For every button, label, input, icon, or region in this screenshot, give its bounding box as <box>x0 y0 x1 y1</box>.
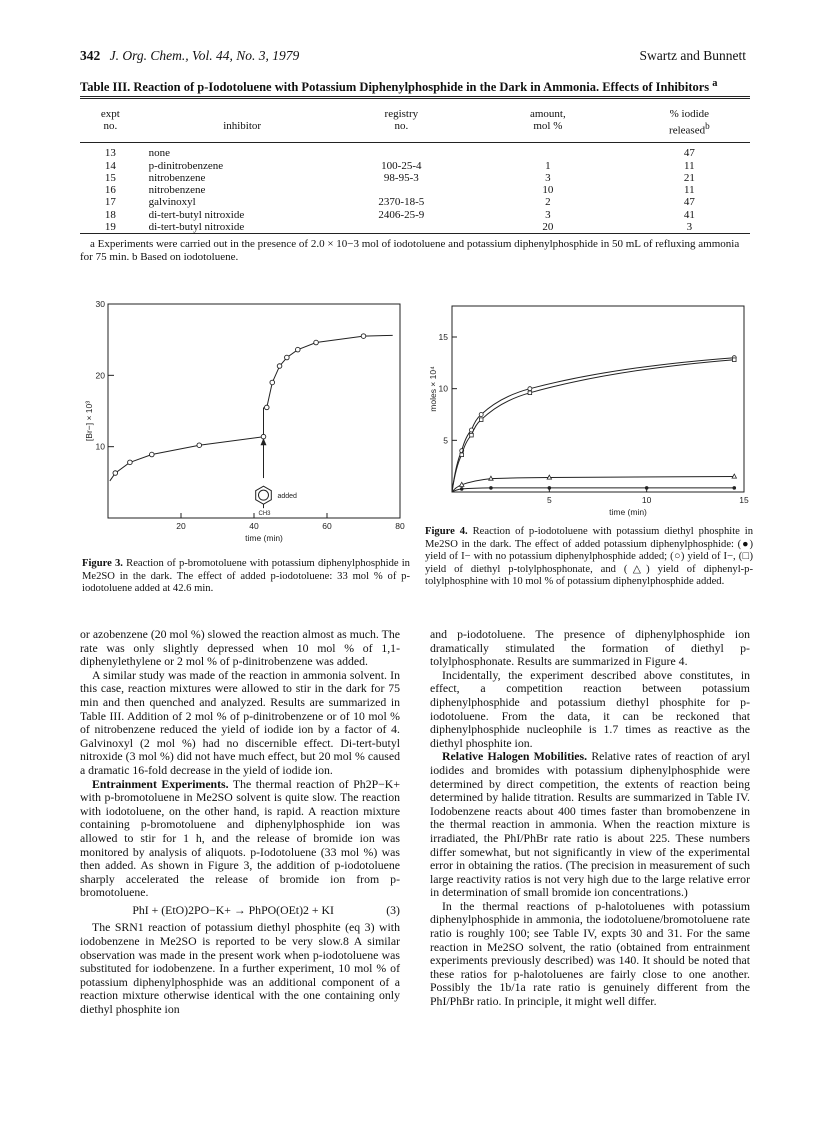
data-point <box>113 471 118 476</box>
x-tick-label: 20 <box>176 521 186 531</box>
paragraph: Entrainment Experiments. The thermal reaction of Ph2P−K+ with p-bromotoluene in Me2SO solvent is quite slow. The reaction with iodotoluene, on the other hand, is rapid. A reaction mixture containing p-bromotoluene and diphenylphosphide ion was allowed to stir for 1 h, and the release of bromide ion was monitored by analysis of aliquots. p-Iodotoluene (33 mol %) was then added. As shown in Figure 3, the addition of p-iodotoluene sharply accelerated the release of bromide ion from p-bromotoluene. <box>80 776 400 900</box>
table-row: 18 di-tert-butyl nitroxide 2406-25-9 3 41 <box>104 208 695 221</box>
x-axis-label: time (min) <box>245 533 283 543</box>
plot-frame <box>108 304 400 518</box>
curve-before-addition <box>110 437 264 481</box>
page-number: 342 <box>80 48 101 63</box>
data-point <box>277 364 282 369</box>
data-point <box>547 475 551 479</box>
figure-4-chart <box>422 292 756 524</box>
col-header-expt: expt no. <box>100 108 120 133</box>
data-point <box>314 340 319 345</box>
added-annotation: added <box>277 493 297 501</box>
table-rule-top <box>80 96 750 97</box>
y-tick-label: 30 <box>95 299 105 309</box>
ch3-label: CH3 <box>258 511 271 518</box>
section-heading-halogen: Relative Halogen Mobilities. <box>442 749 588 764</box>
data-point <box>361 334 366 339</box>
data-point <box>489 486 493 490</box>
arrow-head <box>260 438 266 445</box>
paragraph: or azobenzene (20 mol %) slowed the reaction almost as much. The rate was only slightly depressed when 10 mol % of 1,1-diphenylethylene or 2 mol % of p-dinitrobenzene was added. <box>80 627 400 669</box>
table-row: 15 nitrobenzene 98-95-3 3 21 <box>104 171 695 184</box>
x-tick-label: 60 <box>322 521 332 531</box>
data-point <box>285 355 290 360</box>
figure-3-chart <box>82 292 412 552</box>
figure-4-label: Figure 4. <box>425 526 468 537</box>
x-tick-label: 40 <box>249 521 259 531</box>
figure-4-caption <box>425 526 753 589</box>
table-rule-bottom <box>80 233 750 234</box>
data-point <box>460 482 464 486</box>
data-point <box>150 452 155 457</box>
equation-3: PhI + (EtO)2PO−K+ → PhPO(OEt)2 + KI (3) <box>132 902 400 917</box>
table-title <box>80 78 750 95</box>
data-point <box>197 443 202 448</box>
data-point <box>489 476 493 480</box>
y-tick-label: 5 <box>443 435 448 446</box>
data-point <box>528 387 532 391</box>
x-tick-label: 10 <box>641 495 652 505</box>
x-tick-label: 5 <box>546 495 552 505</box>
y-axis-label: moles × 10⁴ <box>428 366 438 412</box>
figure-3-label: Figure 3. <box>82 558 123 569</box>
paragraph: and p-iodotoluene. The presence of diphenylphosphide ion dramatically stimulated the formation of diethyl p-tolylphosphonate. Results are summarized in Figure 4. <box>430 627 750 669</box>
table-rule-top-2 <box>80 98 750 99</box>
x-tick-label: 15 <box>739 495 749 505</box>
data-point <box>528 391 532 395</box>
series-open-triangles-curve <box>452 477 734 493</box>
table-row: 13 none 47 <box>104 147 695 160</box>
figure-3 <box>82 292 412 552</box>
data-point <box>460 453 464 457</box>
series-open-squares-curve <box>452 360 734 492</box>
col-header-amount: amount, mol % <box>529 108 566 133</box>
paragraph: In the thermal reactions of p-halotoluenes with potassium diphenylphosphide in ammonia, the iodotoluene/bromotoluene rate ratio is roughly 100; see Table IV, expts 30 and 31. For the same reaction in Me2SO solvent, the ratio (obtained from entrainment experiments previously described) was 140. It should be noted that these ratios for p-halotoluenes are fairly close to one another. Possibly the 1b/1a rate ratio is genuinely different from the PhI/PhBr ratio. In principle, it might well differ. <box>430 898 750 1009</box>
paragraph: Incidentally, the experiment described above constitutes, in effect, a competition reaction between potassium diphenylphosphide and potassium diethyl phosphite for p-iodotoluene. From the data, it can be reckoned that diphenylphosphide nucleophile is 1.7 times as reactive as the diethyl phosphite ion. <box>430 667 750 750</box>
table-row: 16 nitrobenzene 10 11 <box>104 184 695 197</box>
y-axis-label: [Br−] × 10³ <box>84 400 94 442</box>
table-footnote: a Experiments were carried out in the presence of 2.0 × 10−3 mol of iodotoluene and potassium diphenylphosphide in 50 mL of refluxing ammonia for 75 min. b Based on iodotoluene. <box>80 238 740 263</box>
data-point <box>732 358 736 362</box>
col-header-inhibitor: inhibitor <box>223 120 262 133</box>
figure-3-caption-text: Reaction of p-bromotoluene with potassium diphenylphosphide in Me2SO in the dark. The effect of added p-iodotoluene: 33 mol % of p-iodotoluene added at 42.6 min. <box>82 558 410 595</box>
figure-4 <box>422 292 756 524</box>
equation-number: (3) <box>386 902 400 917</box>
data-point <box>645 486 649 490</box>
table-title-footnote-mark: a <box>712 78 718 89</box>
y-tick-label: 20 <box>95 370 105 381</box>
data-point <box>460 487 464 491</box>
data-point <box>732 486 736 490</box>
x-axis-label: time (min) <box>609 507 647 517</box>
table-row: 17 galvinoxyl 2370-18-5 2 47 <box>104 196 695 209</box>
running-header <box>80 48 299 64</box>
journal-citation: J. Org. Chem., Vol. 44, No. 3, 1979 <box>109 48 300 63</box>
x-tick-label: 80 <box>395 521 405 531</box>
data-point <box>479 418 483 422</box>
data-point <box>264 405 269 410</box>
y-tick-label: 10 <box>95 441 105 452</box>
figure-3-caption <box>82 558 410 596</box>
running-authors: Swartz and Bunnett <box>639 48 746 63</box>
data-point <box>270 380 275 385</box>
paragraph: A similar study was made of the reaction in ammonia solvent. In this case, reaction mixtures were allowed to stir in the dark for 75 min and then quenched and analyzed. Results are summarized in Table III. Addition of 2 mol % of p-dinitrobenzene or of 10 mol % of nitrobenzene reduced the yield of iodide ion by a factor of 4. Galvinoxyl (2 mol %) had no discernible effect. Di-tert-butyl nitroxide (3 mol %) did not have much effect, but 20 mol % caused a dramatic 16-fold decrease in the yield of iodide ion. <box>80 667 400 777</box>
body-left-column <box>80 628 400 1017</box>
aromatic-circle <box>258 490 268 500</box>
table-row: 14 p-dinitrobenzene 100-25-4 1 11 <box>104 159 695 172</box>
curve-after-addition <box>267 335 393 407</box>
data-point <box>548 486 552 490</box>
section-heading-entrainment: Entrainment Experiments. <box>92 776 229 791</box>
data-point <box>479 413 483 417</box>
inhibitor-table <box>80 108 750 233</box>
paragraph: The SRN1 reaction of potassium diethyl phosphite (eq 3) with iodobenzene in Me2SO is reported to be very slow.8 A similar observation was made in the present work when p-iodotoluene was substituted for iodobenzene. In a further experiment, 10 mol % of potassium diphenylphosphide was an additional component of a reaction mixture otherwise identical with the one containing only diethyl phosphite ion <box>80 920 400 1017</box>
col-header-registry: registry no. <box>384 108 419 133</box>
table-title-text: Table III. Reaction of p-Iodotoluene with Potassium Diphenylphosphide in the Dark in Ammonia. Effects of Inhibitors <box>80 80 710 95</box>
data-point <box>296 347 301 352</box>
plot-frame <box>452 306 744 492</box>
col-header-iodide: % iodide released$^b$ <box>669 108 710 137</box>
paragraph: Relative Halogen Mobilities. Relative rates of reaction of aryl iodides and bromides with potassium diphenylphosphide were determined by direct competition, the extents of reaction being determined by halide titration. Results are summarized in Table IV. Iodobenzene reacts about 400 times faster than bromobenzene in the thermal reaction in ammonia. When the reaction mixture is irradiated, the PhI/PhBr rate ratio is about 225. These numbers differ somewhat, but not significantly in view of the experimental error in obtaining the ratios. (The precision in measurement of such large reactivity ratios is not very high due to the large relative error in determination of small bromide ion concentrations.) <box>430 749 750 900</box>
table-row: 19 di-tert-butyl nitroxide 20 3 <box>104 221 693 234</box>
data-point <box>732 474 736 478</box>
data-point <box>128 460 133 465</box>
y-tick-label: 10 <box>438 383 448 394</box>
y-tick-label: 15 <box>438 332 448 342</box>
series-filled-circles-curve <box>452 488 734 492</box>
figure-4-caption-text: Reaction of p-iodotoluene with potassium diethyl phosphite in Me2SO in the dark. The effect of added potassium diphenylphosphide: (●) yield of I− with no potassium diphenylphosphide added; (○) yield of I−, (□) yield of diethyl p-tolylphosphonate, and (△) yield of diphenyl-p-tolylphosphine with 10 mol % of potassium diphenylphosphide added. <box>425 526 753 588</box>
body-right-column <box>430 628 750 1009</box>
data-point <box>470 433 474 437</box>
